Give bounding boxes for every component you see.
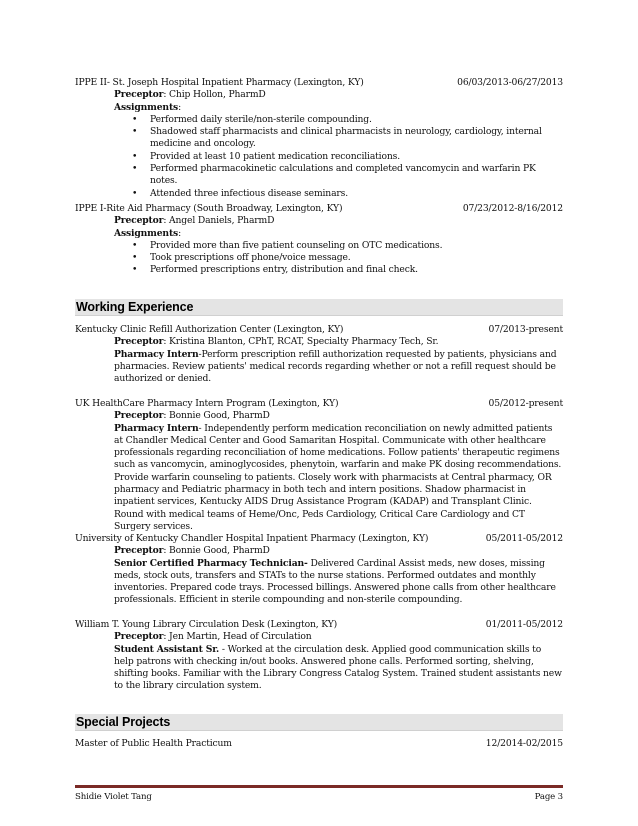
job-description	[75, 644, 563, 693]
job-description	[75, 423, 563, 534]
preceptor-name: : Jen Martin, Head of Circulation	[163, 631, 312, 643]
list-item: • Performed pharmacokinetic calculations and completed vancomycin and warfarin PK notes.	[150, 163, 563, 188]
project-title: Master of Public Health Practicum	[75, 738, 232, 749]
ippe2-date: 06/03/2013-06/27/2013	[457, 77, 563, 88]
ippe1-title: IPPE I-Rite Aid Pharmacy (South Broadway, Lexington, KY)	[75, 203, 343, 214]
assignments-label: Assignments	[114, 227, 179, 239]
job-role: Senior Certified Pharmacy Technician-	[114, 557, 308, 569]
page-footer	[75, 792, 563, 803]
job-date: 05/2011-05/2012	[485, 533, 563, 544]
footer-divider	[75, 785, 563, 788]
job-preceptor	[75, 631, 563, 643]
assignments-colon: :	[178, 101, 182, 113]
ippe1-preceptor	[75, 215, 563, 227]
job-title: William T. Young Library Circulation Desk (Lexington, KY)	[75, 619, 338, 630]
special-projects-section-header	[75, 714, 563, 731]
preceptor-label: Preceptor	[114, 631, 164, 643]
job-description	[75, 558, 563, 607]
list-item: • Performed prescriptions entry, distribution and final check.	[150, 264, 563, 276]
job-desc: - Worked at the circulation desk. Applied good communication skills to help patrons with checking in/out books. Answered phone calls. Performed sorting, shelving, shifting books. Familiar with the Library Congress Catalog System. Trained student assistants new to the library circulation system.	[114, 643, 562, 692]
job-date: 01/2011-05/2012	[485, 619, 563, 630]
section-title: Working Experience	[76, 300, 194, 314]
job-desc: Delivered Cardinal Assist meds, new doses, missing meds, stock outs, transfers and STATs to the nurse stations. Performed outdates and monthly inventories. Prepared code trays. Processed billings. Answered phone calls from other healthcare professionals. Efficient in sterile compounding and non-sterile compounding.	[114, 557, 556, 606]
project-date: 12/2014-02/2015	[485, 738, 563, 749]
preceptor-name: : Kristina Blanton, CPhT, RCAT, Specialty Pharmacy Tech, Sr.	[163, 336, 439, 348]
footer-author: Shidie Violet Tang	[75, 792, 152, 802]
job-desc: -Perform prescription refill authorization requested by patients, physicians and pharmacies. Review patients' medical records regarding whether or not a refill request should be authorized or denied.	[114, 348, 557, 385]
ippe2-preceptor	[75, 89, 563, 101]
ippe1-assignment-list	[75, 240, 563, 277]
working-experience-section-header	[75, 299, 563, 316]
preceptor-name: : Bonnie Good, PharmD	[163, 410, 270, 422]
job-role: Pharmacy Intern	[114, 348, 199, 360]
preceptor-name: : Bonnie Good, PharmD	[163, 545, 270, 557]
list-item: • Provided at least 10 patient medication reconciliations.	[150, 151, 563, 163]
project-entry	[75, 738, 563, 750]
job-role: Student Assistant Sr.	[114, 643, 220, 655]
preceptor-label: Preceptor	[114, 215, 164, 227]
job-entry-refill-center	[75, 324, 563, 385]
ippe1-preceptor-name: : Angel Daniels, PharmD	[163, 215, 275, 227]
ippe1-assignments-heading	[75, 228, 563, 240]
list-item: • Shadowed staff pharmacists and clinical pharmacists in neurology, cardiology, internal medicine and oncology.	[150, 126, 563, 151]
job-preceptor	[75, 545, 563, 557]
preceptor-label: Preceptor	[114, 410, 164, 422]
job-entry-chandler-hospital	[75, 533, 563, 607]
list-item: • Performed daily sterile/non-sterile compounding.	[150, 114, 563, 126]
job-title: University of Kentucky Chandler Hospital Inpatient Pharmacy (Lexington, KY)	[75, 533, 429, 544]
job-entry-uk-healthcare	[75, 398, 563, 533]
page-number: Page 3	[534, 792, 563, 802]
ippe2-title: IPPE II- St. Joseph Hospital Inpatient Pharmacy (Lexington, KY)	[75, 77, 364, 88]
assignments-colon: :	[178, 227, 182, 239]
section-title: Special Projects	[76, 715, 171, 729]
job-preceptor	[75, 336, 563, 348]
job-description	[75, 349, 563, 386]
job-desc: - Independently perform medication reconciliation on newly admitted patients at Chandler Medical Center and Good Samaritan Hospital. Communicate with other healthcare professionals regarding reconciliation of home medications. Follow patients' therapeutic regimens such as vancomycin, aminoglycosides, phenytoin, warfarin and make PK dosing recommendations. Provide warfarin counseling to patients. Closely work with pharmacists at Central pharmacy, OR pharmacy and Pediatric pharmacy in both tech and intern positions. Shadow pharmacist in inpatient services, Kentucky AIDS Drug Assistance Program (KADAP) and Transplant Clinic. Round with medical teams of Heme/Onc, Peds Cardiology, Critical Care Cardiology and CT Surgery services.	[114, 422, 562, 532]
job-date: 05/2012-present	[488, 398, 563, 409]
job-date: 07/2013-present	[488, 324, 563, 335]
ippe2-entry	[75, 77, 563, 200]
assignments-label: Assignments	[114, 101, 179, 113]
job-role: Pharmacy Intern	[114, 422, 199, 434]
ippe2-preceptor-name: : Chip Hollon, PharmD	[163, 89, 266, 101]
preceptor-label: Preceptor	[114, 89, 164, 101]
job-title: UK HealthCare Pharmacy Intern Program (Lexington, KY)	[75, 398, 339, 409]
list-item: • Attended three infectious disease seminars.	[150, 188, 563, 200]
job-title: Kentucky Clinic Refill Authorization Center (Lexington, KY)	[75, 324, 344, 335]
ippe2-assignments-heading	[75, 102, 563, 114]
preceptor-label: Preceptor	[114, 336, 164, 348]
list-item: • Took prescriptions off phone/voice message.	[150, 252, 563, 264]
list-item: • Provided more than five patient counseling on OTC medications.	[150, 240, 563, 252]
preceptor-label: Preceptor	[114, 545, 164, 557]
job-preceptor	[75, 410, 563, 422]
ippe2-assignment-list	[75, 114, 563, 200]
ippe1-date: 07/23/2012-8/16/2012	[462, 203, 563, 214]
ippe1-entry	[75, 203, 563, 277]
job-entry-library	[75, 619, 563, 693]
